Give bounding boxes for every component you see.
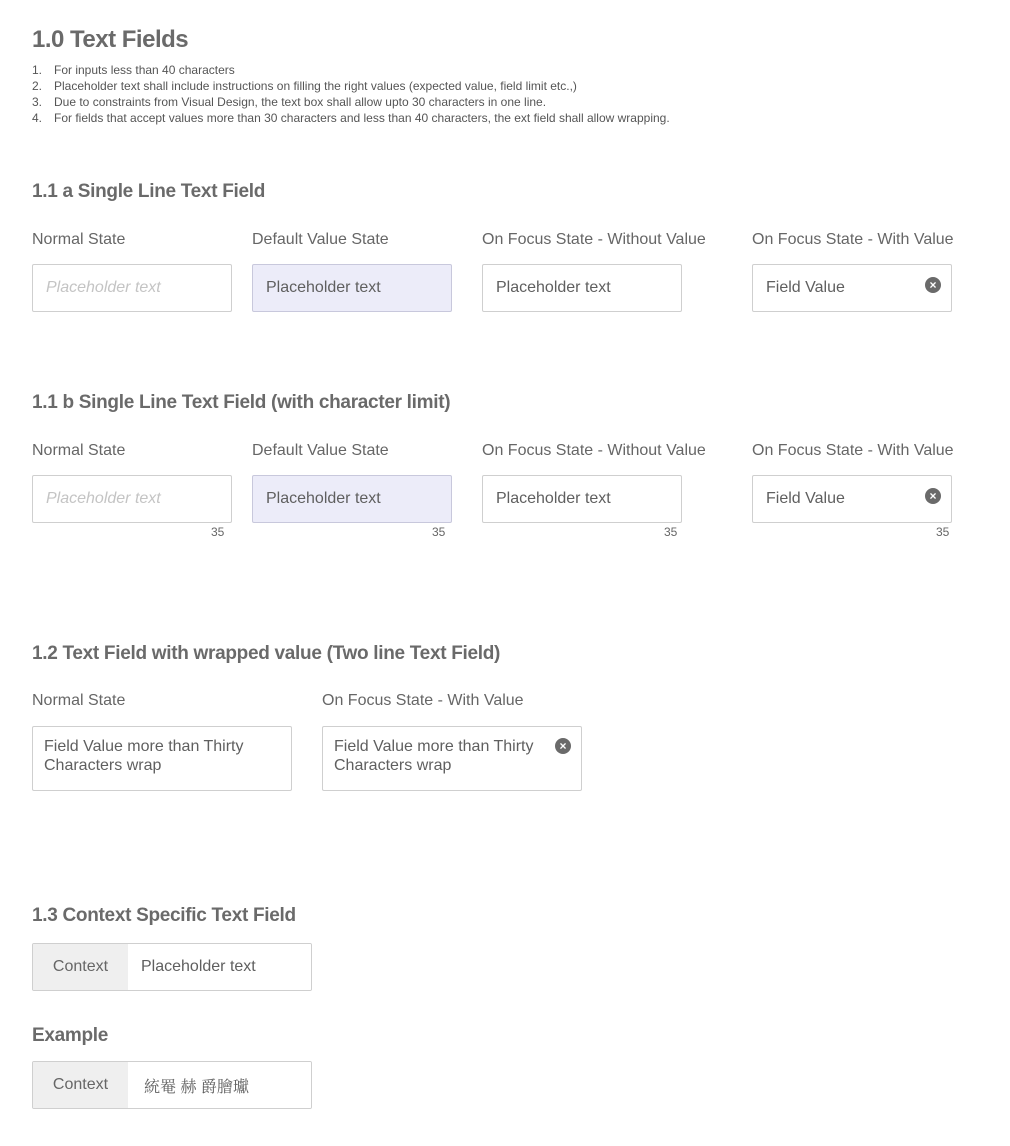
text-field-focus-with-value[interactable]: [752, 264, 952, 312]
text-field-focus-without-value[interactable]: [482, 264, 682, 312]
char-counter: 35: [936, 525, 950, 539]
context-placeholder: Placeholder text: [128, 944, 311, 990]
clear-icon[interactable]: ×: [555, 738, 571, 754]
field-value-line: Characters wrap: [44, 757, 162, 774]
label-default-value-state: Default Value State: [252, 231, 389, 248]
label-focus-without-value: On Focus State - Without Value: [482, 442, 706, 459]
label-focus-with-value: On Focus State - With Value: [322, 692, 524, 709]
note-item: 3. Due to constraints from Visual Design, the text box shall allow upto 30 characters in one line.: [32, 95, 547, 109]
label-focus-with-value: On Focus State - With Value: [752, 231, 954, 248]
context-text-field[interactable]: [32, 943, 312, 991]
field-value: Placeholder text: [496, 490, 611, 507]
label-focus-with-value: On Focus State - With Value: [752, 442, 954, 459]
context-example-value: 統罨 赫 爵膾瓛: [128, 1062, 311, 1108]
context-text-field-example[interactable]: [32, 1061, 312, 1109]
text-field-normal-limited[interactable]: [32, 475, 232, 523]
char-counter: 35: [432, 525, 446, 539]
note-item: 4. For fields that accept values more than 30 characters and less than 40 characters, the ext field shall allow wrapping.: [32, 111, 670, 125]
section-heading-single: 1.1 a Single Line Text Field: [32, 181, 266, 202]
label-normal-state: Normal State: [32, 442, 126, 459]
field-value: Placeholder text: [496, 279, 611, 296]
placeholder-text: Placeholder text: [46, 279, 161, 296]
text-field-default-value-limited[interactable]: [252, 475, 452, 523]
context-prefix: Context: [33, 1062, 128, 1108]
field-value-line: Field Value more than Thirty: [44, 738, 244, 755]
char-counter: 35: [664, 525, 678, 539]
notes-list: [32, 62, 670, 126]
label-normal-state: Normal State: [32, 692, 126, 709]
page-title: 1.0 Text Fields: [32, 26, 189, 53]
section-heading-context: 1.3 Context Specific Text Field: [32, 905, 296, 926]
label-focus-without-value: On Focus State - Without Value: [482, 231, 706, 248]
label-default-value-state: Default Value State: [252, 442, 389, 459]
note-item: 1. For inputs less than 40 characters: [32, 63, 235, 77]
placeholder-text: Placeholder text: [46, 490, 161, 507]
context-prefix: Context: [33, 944, 128, 990]
field-value-line: Characters wrap: [334, 757, 452, 774]
label-normal-state: Normal State: [32, 231, 126, 248]
text-field-default-value[interactable]: [252, 264, 452, 312]
text-field-normal[interactable]: [32, 264, 232, 312]
field-value: Placeholder text: [266, 490, 381, 507]
char-counter: 35: [211, 525, 225, 539]
clear-icon[interactable]: ×: [925, 277, 941, 293]
note-item: 2. Placeholder text shall include instructions on filling the right values (expected value, field limit etc.,): [32, 79, 577, 93]
text-field-wrapped-normal[interactable]: [32, 726, 292, 791]
section-heading-limit: 1.1 b Single Line Text Field (with character limit): [32, 392, 451, 413]
section-heading-wrap: 1.2 Text Field with wrapped value (Two line Text Field): [32, 643, 501, 664]
text-field-focus-with-value-limited[interactable]: [752, 475, 952, 523]
text-field-focus-without-value-limited[interactable]: [482, 475, 682, 523]
field-value: Field Value: [766, 490, 845, 507]
field-value: Placeholder text: [266, 279, 381, 296]
field-value: Field Value: [766, 279, 845, 296]
clear-icon[interactable]: ×: [925, 488, 941, 504]
text-field-wrapped-focus[interactable]: [322, 726, 582, 791]
field-value-line: Field Value more than Thirty: [334, 738, 534, 755]
example-heading: Example: [32, 1025, 109, 1046]
